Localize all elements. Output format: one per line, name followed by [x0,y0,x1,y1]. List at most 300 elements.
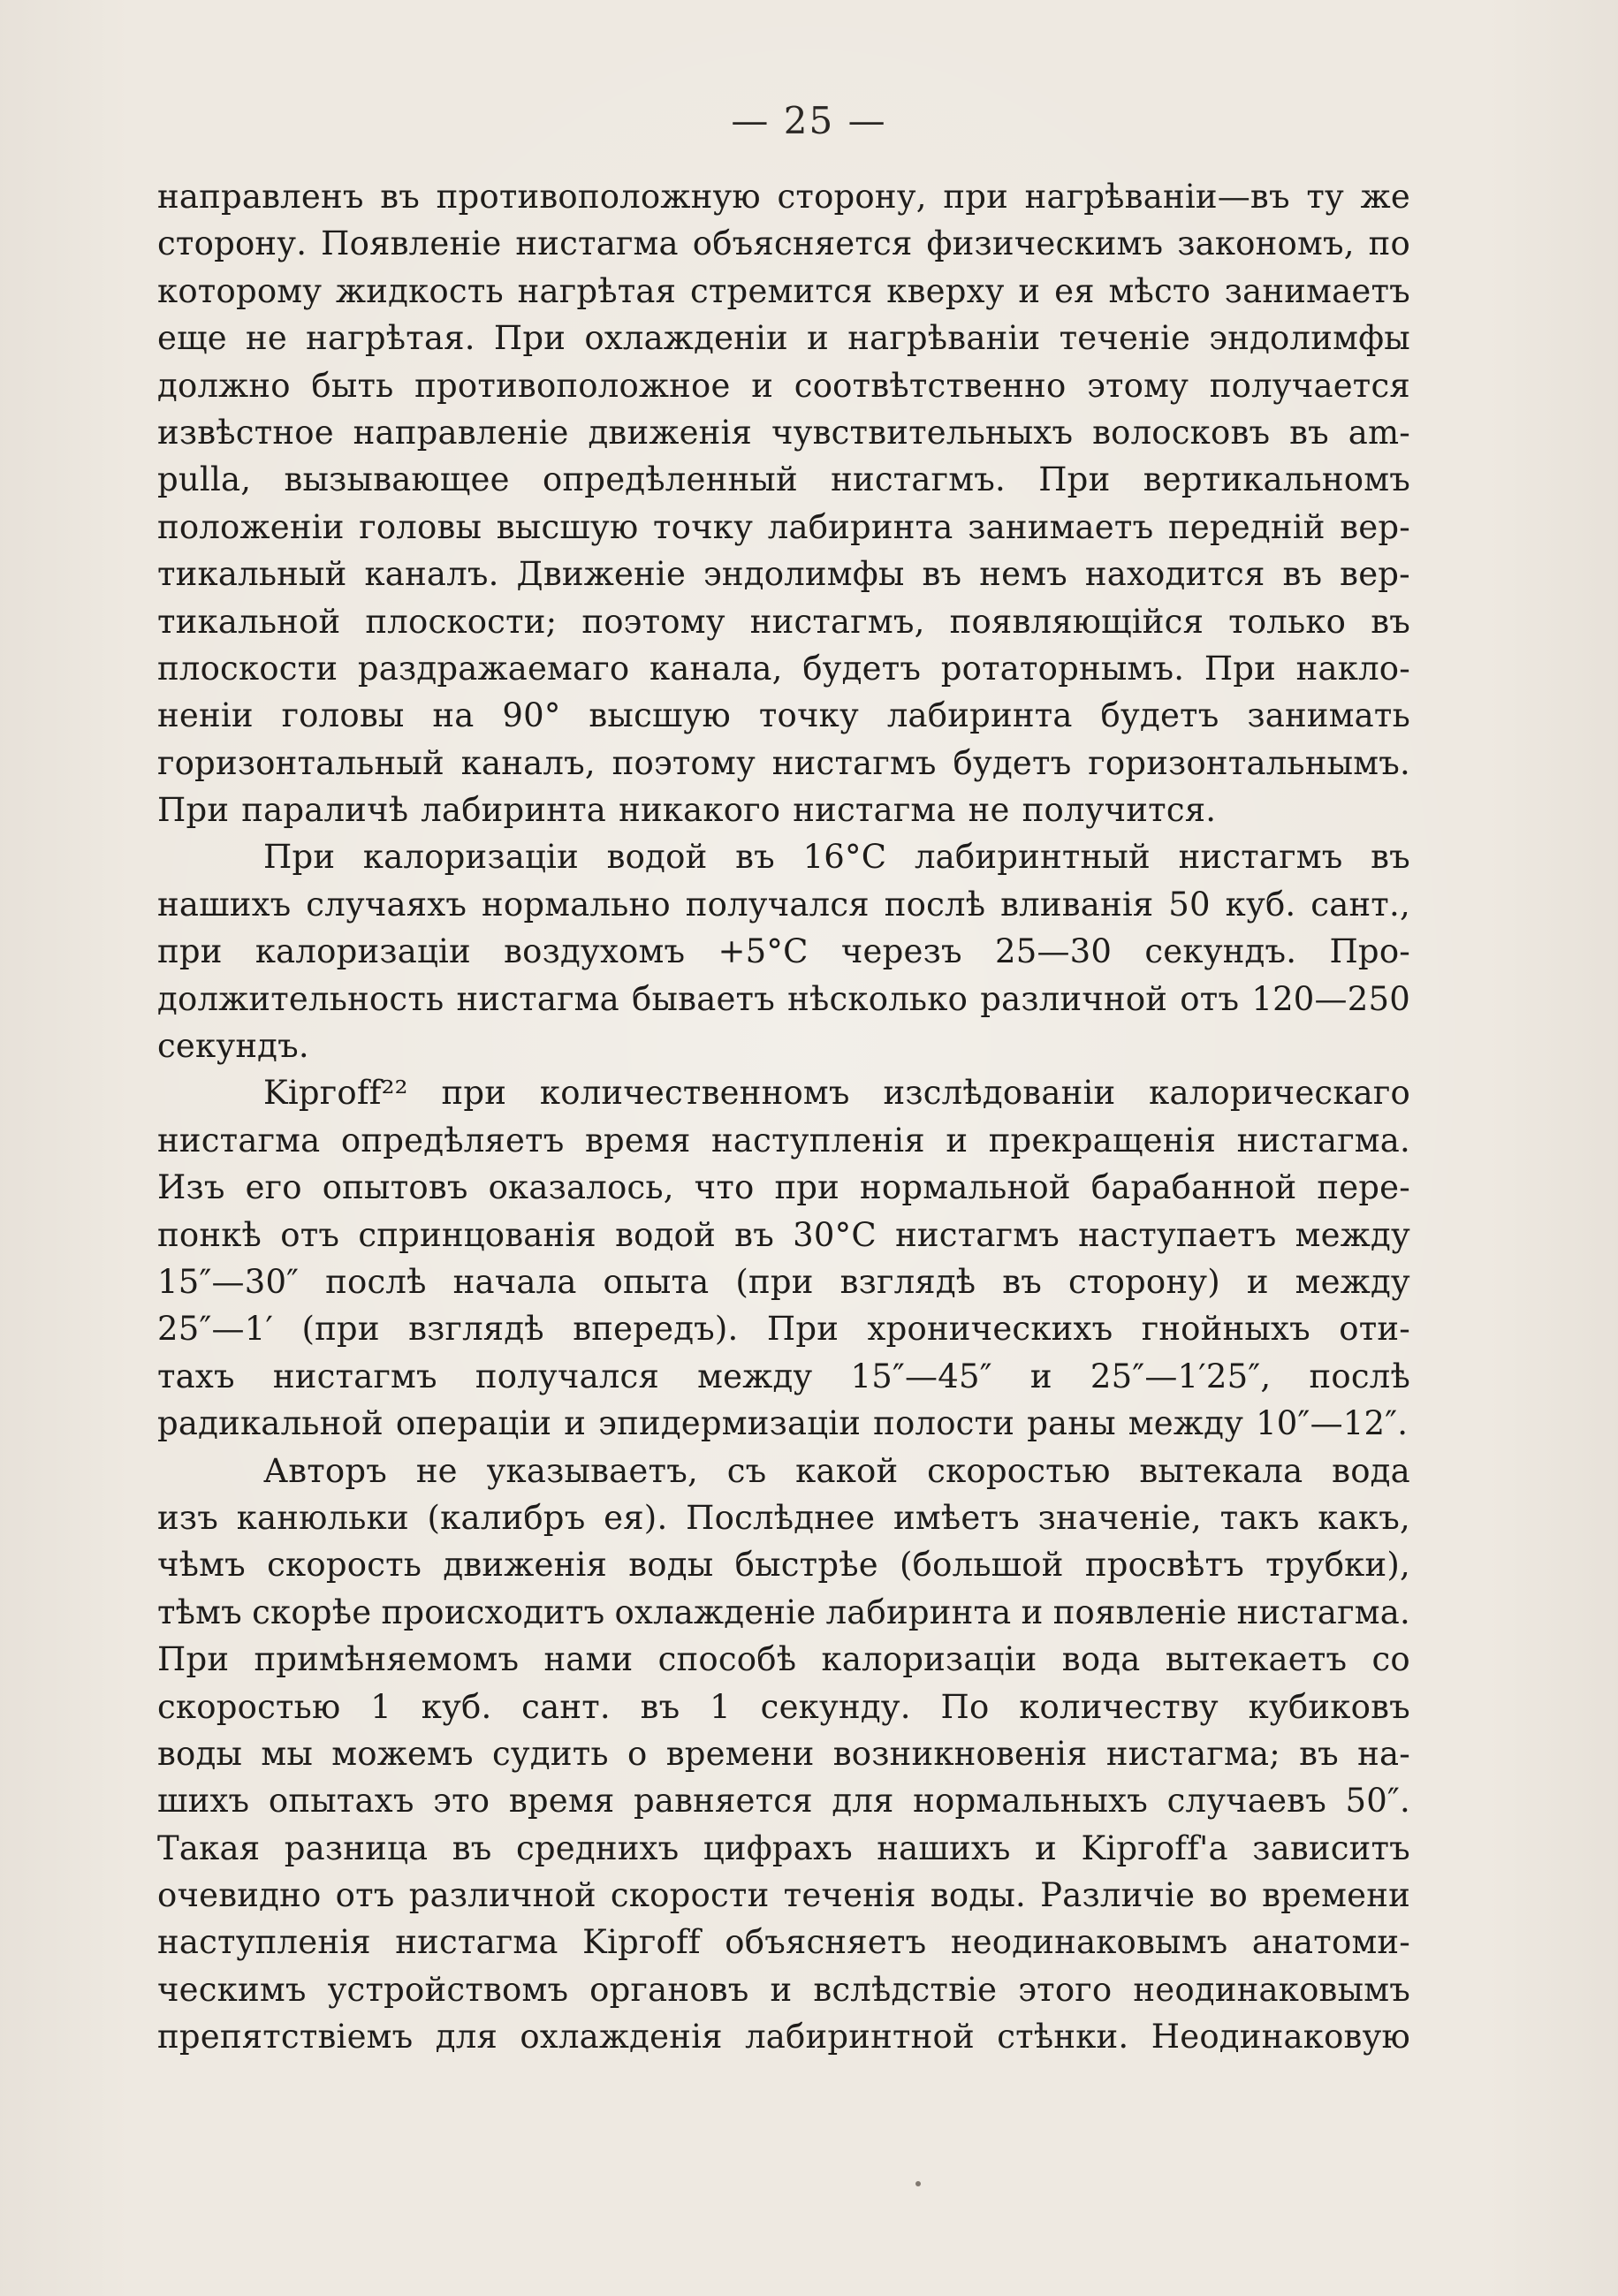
word: наступленія [711,1121,925,1159]
word: ту [1306,178,1344,216]
word: воды [157,1734,243,1773]
word: прекращенія [988,1121,1217,1159]
word: Kipгoff [582,1923,701,1962]
word: въ [1371,838,1410,877]
word: различной [980,979,1168,1018]
word: и [564,1404,587,1443]
word: гнойныхъ [1141,1310,1310,1349]
word: нистагма. [1236,1121,1410,1159]
word: сант. [521,1687,611,1726]
word: неніи [157,696,254,735]
word: начала [452,1262,577,1301]
word: теченіе [1059,319,1191,358]
word: куб. [421,1687,492,1726]
word: между [1295,1262,1410,1301]
word: вытекала [1139,1451,1303,1490]
word: секундъ. [157,1027,309,1066]
word: отъ [335,1876,395,1915]
word: нистагма [395,1923,558,1962]
word: должно [157,366,291,405]
word: нистагмъ [1178,838,1343,877]
word: зависитъ [1252,1828,1410,1867]
word: и [751,366,774,405]
word: 25″—1′25″, [1090,1357,1272,1395]
text-line [157,1164,1410,1211]
word: появляющійся [949,602,1204,641]
word: въ [640,1687,680,1726]
word: кубиковъ [1248,1687,1410,1726]
word: 1 [370,1687,391,1726]
text-line [157,976,1410,1023]
word: равняется [633,1782,813,1821]
word: въ [1289,413,1329,452]
word: въ [380,178,420,216]
word: неодинаковымъ [1133,1970,1410,2009]
word: тахъ [157,1357,235,1395]
word: на [432,696,475,735]
word: и [1029,1357,1052,1395]
word: 15″—45″ [850,1357,992,1395]
word: времени [665,1734,815,1773]
word: (калибръ [427,1498,586,1537]
word: разница [284,1828,429,1867]
text-line [157,1069,1410,1116]
word: нистагмъ, [749,602,925,641]
word: скорость [267,1546,422,1585]
word: и [1018,271,1041,310]
word: имѣетъ [893,1498,1020,1537]
word: въ [452,1828,492,1867]
word: нагрѣтая [517,271,677,310]
text-line [157,1919,1410,1965]
word: сант., [1310,885,1410,924]
text-line [157,2013,1410,2060]
word: нистагма [456,979,619,1018]
word: не [415,1451,458,1490]
word: высшую [496,507,639,546]
word: на- [1357,1734,1410,1773]
word: анатоми- [1251,1923,1410,1962]
word: какъ, [1318,1498,1410,1537]
word: между [1128,1404,1244,1443]
word: стремится [689,271,873,310]
word: въ [1282,555,1323,594]
word: бываетъ [632,979,775,1018]
word: пере- [1317,1168,1410,1207]
text-line [157,268,1410,315]
text-line [157,1825,1410,1872]
word: сторону, [777,178,927,216]
text-line [157,315,1410,361]
text-line [157,173,1410,220]
text-line [157,1023,1410,1069]
word: вода [1332,1451,1410,1490]
word: наступленія [157,1923,371,1962]
word: и [1021,1593,1044,1631]
word: мы [261,1734,314,1773]
word: оти- [1339,1310,1410,1349]
word: цифрахъ [703,1828,853,1867]
word: нормальной [860,1168,1071,1207]
word: способѣ [657,1640,797,1679]
word: горизонтальный [157,743,444,782]
word: точку [758,696,859,735]
word: движенія [443,1546,608,1585]
word: раны [1027,1404,1116,1443]
word: При [766,1310,839,1349]
word: среднихъ [515,1828,680,1867]
word: получался [475,1357,659,1395]
word: при [441,1074,507,1113]
text-line [157,1777,1410,1824]
word: 16°С [802,838,887,877]
word: эпидермизаціи [598,1404,862,1443]
word: нашихъ [877,1828,1011,1867]
word: При [1204,649,1277,688]
word: нистагма [515,224,679,263]
word: вертикальномъ [1143,460,1410,499]
word: нами [543,1640,634,1679]
word: лабиринта [421,791,607,830]
word: стѣнки. [997,2018,1129,2057]
word: физическимъ [926,224,1164,263]
word: нѣсколько [787,979,969,1018]
word: 15″—30″ [157,1262,300,1301]
word: 30°С [793,1215,877,1254]
word: нагрѣваніи—въ [1024,178,1290,216]
word: вода [1061,1640,1141,1679]
word: по [1368,224,1410,263]
word: въ [922,555,962,594]
text-line [157,1589,1410,1636]
word: калоризаціи [254,932,471,971]
word: не [246,319,287,358]
word: Про- [1329,932,1410,971]
word: секундъ. [1144,932,1297,971]
word: нистагма. [1236,1593,1410,1631]
word: не [968,791,1010,830]
word: +5°С [718,932,809,971]
word: нагрѣваніи [847,319,1041,358]
word: скоростью [927,1451,1111,1490]
word: вер- [1340,555,1410,594]
word: эндолимфы [703,555,905,594]
word: Такая [157,1828,261,1867]
word: движенія [588,413,753,452]
text-line [157,1448,1410,1494]
word: положеніи [157,507,345,546]
word: воды. [930,1876,1026,1915]
text-line [157,1117,1410,1164]
word: получался [685,885,870,924]
word: вливанія [1000,885,1154,924]
word: головы [281,696,405,735]
word: для [435,2018,498,2057]
word: неодинаковымъ [950,1923,1228,1962]
word: лабиринтной [745,2018,975,2057]
word: кверху [886,271,1005,310]
word: сторону. [157,224,308,263]
word: отъ [1180,979,1240,1018]
word: изслѣдованіи [883,1074,1116,1113]
word: и [946,1121,969,1159]
word: нашихъ [157,885,292,924]
word: послѣ [1309,1357,1410,1395]
text-line [157,1305,1410,1352]
word: понкѣ [157,1215,262,1254]
word: что [694,1168,755,1207]
word: занимать [1247,696,1410,735]
word: накло- [1295,649,1410,688]
word: По [940,1687,990,1726]
word: только [1228,602,1347,641]
word: опредѣляетъ [340,1121,565,1159]
word: am- [1348,413,1410,452]
word: воздухомъ [504,932,686,971]
word: и [770,1970,793,2009]
text-line [157,740,1410,787]
word: получится. [1022,791,1217,830]
word: время [584,1121,691,1159]
word: раздражаемаго [357,649,630,688]
word: калоризаціи [362,838,579,877]
word: точку [653,507,754,546]
word: случаевъ [1166,1782,1326,1821]
word: ея). [604,1498,668,1537]
text-line [157,645,1410,692]
word: объясняется [692,224,913,263]
word: находится [1084,555,1265,594]
word: 50 [1168,885,1211,924]
word: со [1371,1640,1410,1679]
text-line [157,220,1410,267]
word: въ [734,1215,774,1254]
word: наступаетъ [1078,1215,1277,1254]
word: канюльки [236,1498,409,1537]
word: при [943,178,1008,216]
word: просвѣтъ [1084,1546,1244,1585]
word: во [1209,1876,1248,1915]
word: случаяхъ [306,885,467,924]
word: горизонтальнымъ. [1088,743,1410,782]
word: чѣмъ [157,1546,246,1585]
word: соотвѣтственно [794,366,1067,405]
word: количественномъ [539,1074,850,1113]
word: въ [1299,1734,1339,1773]
word: хроническихъ [867,1310,1113,1349]
word: куб. [1225,885,1296,924]
text-line [157,692,1410,739]
word: этому [1087,366,1189,405]
word: судить [492,1734,609,1773]
word: высшую [589,696,731,735]
text-line [157,1541,1410,1588]
word: Различіе [1040,1876,1196,1915]
word: операціи [395,1404,552,1443]
word: и [807,319,829,358]
word: водой [615,1215,716,1254]
word: плоскости [157,649,338,688]
word: количеству [1019,1687,1219,1726]
word: послѣ [884,885,986,924]
word: еще [157,319,227,358]
word: въ [735,838,775,877]
word: pulla, [157,460,252,499]
word: между [697,1357,813,1395]
word: 25″—1′ [157,1310,274,1349]
word: опытовъ [322,1168,468,1207]
word: этого [1018,1970,1113,2009]
word: каналъ. [364,555,499,594]
word: шихъ [157,1782,250,1821]
word: возникновенія [832,1734,1088,1773]
word: примѣняемомъ [254,1640,520,1679]
word: теченія [783,1876,916,1915]
word: никакого [619,791,781,830]
word: плоскости; [365,602,558,641]
word: какой [795,1451,899,1490]
word: лабиринта [886,696,1073,735]
word: каналъ, [460,743,596,782]
word: барабанной [1090,1168,1297,1207]
word: радикальной [157,1404,384,1443]
word: ческимъ [157,1970,307,2009]
word: можемъ [331,1734,474,1773]
word: калоризаціи [821,1640,1037,1679]
word: указываетъ, [486,1451,698,1490]
text-line [157,409,1410,456]
word: 10″—12″. [1256,1404,1409,1443]
word: секунду. [760,1687,911,1726]
word: жидкость [336,271,504,310]
word: впередъ). [573,1310,739,1349]
word: при [157,932,223,971]
text-line [157,787,1410,833]
word: Авторъ [263,1451,388,1490]
word: ея [1054,271,1095,310]
word: о [627,1734,648,1773]
word: калорическаго [1149,1074,1410,1113]
word: объясняетъ [725,1923,927,1962]
word: вер- [1340,507,1410,546]
word: время [508,1782,615,1821]
word: устройствомъ [327,1970,569,2009]
word: будетъ [1100,696,1219,735]
word: нистагмъ [895,1215,1060,1254]
text-line [157,1494,1410,1541]
page-number: — 25 — [731,99,887,142]
text-line [157,1258,1410,1305]
word: охлажденія [520,2018,723,2057]
word: оказалось, [488,1168,674,1207]
word: При [157,1640,230,1679]
word: Неодинаковую [1151,2018,1410,2057]
word: 25—30 [994,932,1113,971]
word: появленіе [1052,1593,1227,1631]
word: спринцованія [358,1215,596,1254]
word: тѣмъ [157,1593,242,1631]
word: канала, [649,649,783,688]
word: органовъ [589,1970,749,2009]
word: При [1038,460,1111,499]
word: нистагма; [1105,1734,1280,1773]
word: скорости [610,1876,770,1915]
word: нистагмъ [771,743,937,782]
word: охлажденіи [584,319,788,358]
word: нагрѣтая. [306,319,475,358]
word: отъ [280,1215,340,1254]
text-line [157,1353,1410,1400]
word: различной [408,1876,596,1915]
word: Послѣднее [686,1498,876,1537]
word: вызывающее [284,460,510,499]
word: взглядѣ [408,1310,544,1349]
text-line [157,598,1410,645]
word: эндолимфы [1209,319,1410,358]
word: его [245,1168,302,1207]
word: ротаторнымъ. [940,649,1185,688]
word: Появленіе [321,224,502,263]
text-line [157,1684,1410,1730]
text-line [157,1636,1410,1683]
word: параличѣ [241,791,409,830]
word: которому [157,271,323,310]
word: (при [735,1262,814,1301]
word: Движеніе [516,555,687,594]
word: При [493,319,566,358]
word: нормальныхъ [913,1782,1148,1821]
word: Kipгoff²² [263,1074,408,1113]
ink-speck [915,2181,921,2186]
word: и [1035,1828,1058,1867]
word: скоростью [157,1687,341,1726]
word: значеніе, [1037,1498,1202,1537]
word: чувствительныхъ [771,413,1074,452]
text-line [157,928,1410,975]
word: скорѣе [252,1593,372,1631]
body-text [157,173,1410,2197]
word: трубки), [1265,1546,1410,1585]
word: быть [311,366,394,405]
word: 50″. [1345,1782,1410,1821]
word: черезъ [840,932,962,971]
word: (при [301,1310,380,1349]
word: занимаетъ [968,507,1154,546]
text-line [157,881,1410,928]
word: же [1360,178,1410,216]
word: будетъ [802,649,922,688]
word: извѣстное [157,413,334,452]
word: опредѣленный [542,460,798,499]
word: поэтому [611,743,756,782]
text-line [157,833,1410,880]
word: 1 [710,1687,731,1726]
word: нормально [482,885,671,924]
word: въ [1002,1262,1043,1301]
word: сторону) [1067,1262,1220,1301]
word: будетъ [953,743,1072,782]
word: послѣ [325,1262,427,1301]
word: воды [628,1546,714,1585]
word: получается [1209,366,1410,405]
text-line [157,1730,1410,1777]
word: головы [359,507,482,546]
word: лабиринта [767,507,953,546]
word: съ [726,1451,767,1490]
word: лабиринта [825,1593,1012,1631]
word: при [774,1168,840,1207]
text-line [157,456,1410,503]
